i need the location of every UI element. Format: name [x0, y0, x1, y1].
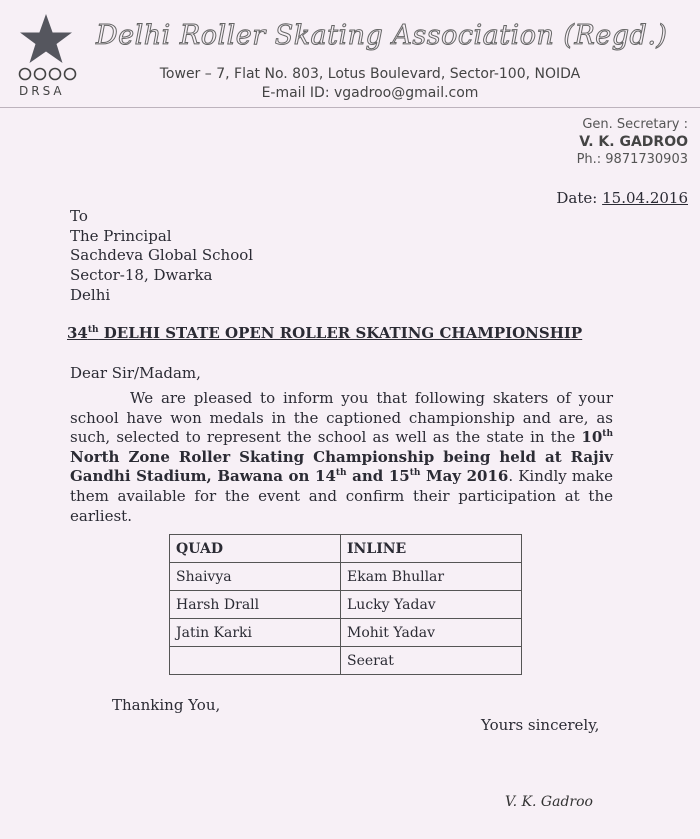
table-row: [170, 591, 522, 619]
star-icon: [18, 12, 74, 68]
secretary-name: V. K. GADROO: [579, 134, 688, 150]
table-header-row: [170, 535, 522, 563]
secretary-title: Gen. Secretary :: [582, 117, 688, 132]
recipient-line: The Principal: [70, 227, 172, 245]
header-divider: [0, 107, 700, 108]
body-intro: We are pleased to inform you that following skaters of your school have won medals in the captioned championship and are, as such, selected to represent the school as well as the state in the: [70, 389, 613, 447]
salutation: Dear Sir/Madam,: [70, 364, 201, 382]
organization-name: Delhi Roller Skating Association (Regd.): [96, 20, 668, 51]
date-value: 15.04.2016: [602, 189, 688, 207]
table-cell: Lucky Yadav: [341, 591, 522, 619]
organization-address: Tower – 7, Flat No. 803, Lotus Boulevard, Sector-100, NOIDA: [159, 66, 581, 82]
recipient-line: Sachdeva Global School: [70, 246, 254, 264]
recipient-line: To: [70, 207, 88, 225]
signature-name: V. K. Gadroo: [505, 794, 593, 810]
column-header-quad: QUAD: [170, 535, 341, 563]
secretary-phone: Ph.: 9871730903: [576, 152, 688, 167]
medals-table: [169, 534, 522, 675]
letter-date: [556, 189, 688, 207]
table-row: [170, 619, 522, 647]
table-cell: Seerat: [341, 647, 522, 675]
body-closing: . Kindly make them available for the event and confirm their participation at the earliest.: [70, 467, 613, 525]
recipient-line: Delhi: [70, 286, 111, 304]
subject-number: 34: [67, 324, 88, 342]
logo-text: DRSA: [19, 84, 65, 98]
letter-subject: [67, 324, 582, 342]
organization-email: E-mail ID: vgadroo@gmail.com: [261, 85, 479, 101]
table-cell: Ekam Bhullar: [341, 563, 522, 591]
table-cell: Mohit Yadav: [341, 619, 522, 647]
column-header-inline: INLINE: [341, 535, 522, 563]
recipient-line: Sector-18, Dwarka: [70, 266, 213, 284]
table-row: [170, 647, 522, 675]
event-details: 10th North Zone Roller Skating Championship being held at Rajiv Gandhi Stadium, Bawana on 14th and 15th May 2016: [70, 428, 613, 486]
letter-body: [70, 389, 613, 526]
sign-off: Yours sincerely,: [481, 716, 600, 734]
subject-suffix: th: [87, 325, 99, 335]
table-cell: Shaivya: [170, 563, 341, 591]
table-row: [170, 563, 522, 591]
subject-text: DELHI STATE OPEN ROLLER SKATING CHAMPIONSHIP: [98, 324, 583, 342]
date-label: Date:: [556, 189, 603, 207]
table-cell: Jatin Karki: [170, 619, 341, 647]
table-cell: [170, 647, 341, 675]
table-cell: Harsh Drall: [170, 591, 341, 619]
thanks-text: Thanking You,: [112, 696, 221, 714]
